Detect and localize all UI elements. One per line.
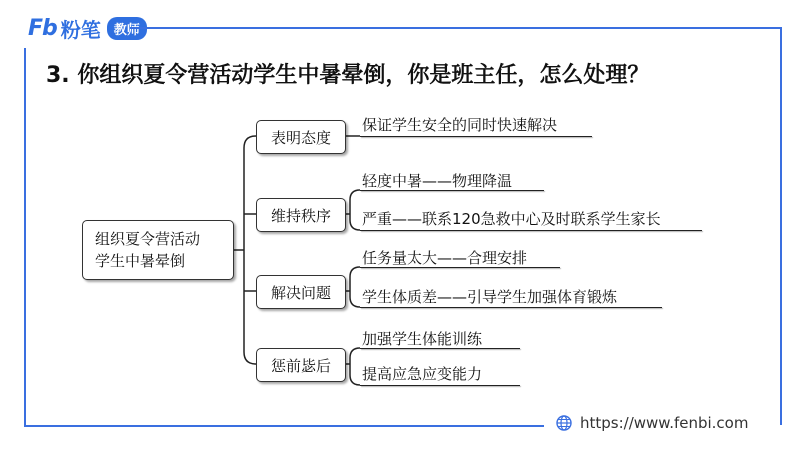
leaf-underline [360, 230, 702, 231]
footer [556, 414, 748, 432]
connector-leaf-3 [350, 267, 360, 307]
leaf-item: 学生体质差——引导学生加强体育锻炼 [362, 288, 618, 306]
leaf-item: 严重——联系120急救中心及时联系学生家长 [362, 210, 661, 228]
globe-icon [556, 415, 572, 431]
footer-url[interactable]: https://www.fenbi.com [580, 414, 749, 432]
logo-badge: 教师 [107, 17, 147, 40]
connector-leaf-2 [350, 190, 360, 230]
leaf-underline [360, 348, 520, 349]
leaf-underline [360, 136, 592, 137]
branch-node-solve [256, 275, 346, 309]
branch-node-attitude [256, 120, 346, 154]
leaf-item: 任务量太大——合理安排 [362, 249, 528, 267]
leaf-item: 保证学生安全的同时快速解决 [362, 116, 558, 134]
branch-node-order [256, 198, 346, 232]
leaf-item: 加强学生体能训练 [362, 330, 483, 348]
leaf-item: 轻度中暑——物理降温 [362, 172, 513, 190]
question-title: 3. 你组织夏令营活动学生中暑晕倒，你是班主任，怎么处理？ [46, 63, 650, 88]
root-node [82, 220, 234, 280]
logo-name: 粉笔 [60, 18, 101, 42]
leaf-underline [360, 190, 544, 191]
branch-label: 表明态度 [270, 128, 331, 147]
connector-spine [244, 136, 256, 364]
branch-label: 维持秩序 [270, 206, 331, 225]
branch-node-prevent [256, 348, 346, 382]
connector-leaf-4 [350, 348, 360, 385]
leaf-underline [360, 267, 560, 268]
root-node-label: 组织夏令营活动 学生中暑晕倒 [95, 230, 201, 270]
logo-mark: Fb [28, 16, 57, 41]
branch-label: 惩前毖后 [270, 356, 331, 375]
leaf-item: 提高应急应变能力 [362, 365, 483, 383]
branch-label: 解决问题 [270, 283, 331, 302]
leaf-underline [360, 385, 520, 386]
leaf-underline [360, 307, 662, 308]
